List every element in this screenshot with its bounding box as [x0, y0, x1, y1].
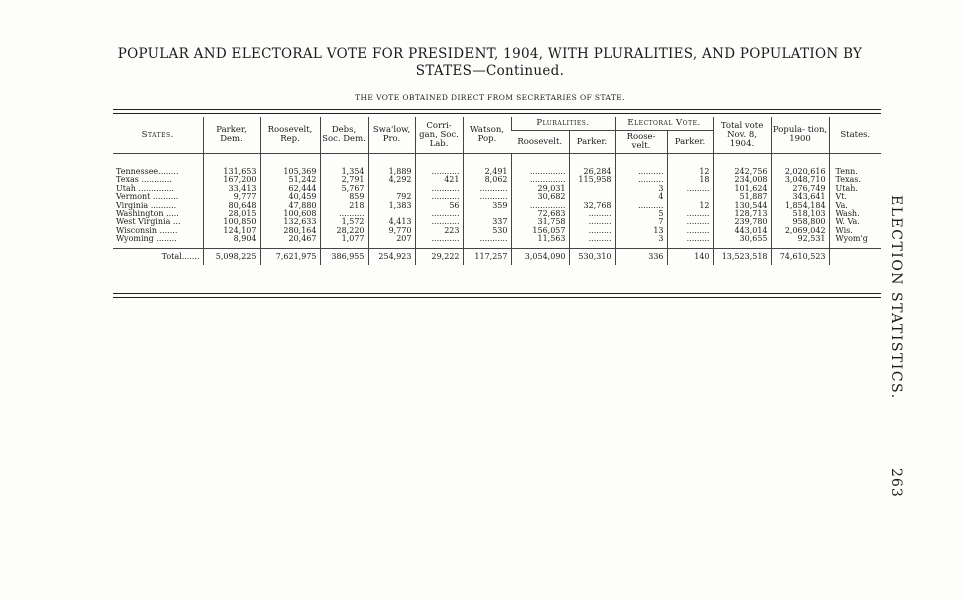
population-1900: 2,020,616 3,048,710 276,749 343,641 1,854,184 518,103 958,800 2,069,042 92,531 [771, 154, 829, 249]
total-parker: 5,098,225 [203, 248, 260, 265]
roosevelt-votes: 105,369 51,242 62,444 40,459 47,880 100,608 132,633 280,164 20,467 [260, 154, 320, 249]
top-double-rule [113, 109, 881, 114]
corrigan-votes: ........... 421 ........... ........... 56 ........... ........... 223 ........... [415, 154, 463, 249]
header-electoral-parker: Parker. [667, 131, 713, 154]
total-electoral-roosevelt: 336 [615, 248, 667, 265]
header-plurality-roosevelt: Roosevelt. [511, 131, 569, 154]
state-names: Tennessee........ Texas ............ Utah .............. Vermont .......... Virginia .......... Washington ..... West Virginia ... Wisconsin ....... Wyoming ........ [116, 167, 181, 244]
total-watson: 117,257 [463, 248, 511, 265]
header-electoral-roosevelt: Roose- velt. [615, 131, 667, 154]
electoral-parker: 12 18 ......... 12 ......... ......... ......... ......... [667, 154, 713, 249]
header-pluralities: Pluralities. [511, 117, 615, 131]
page-number: 263 [888, 468, 904, 498]
debs-votes: 1,354 2,791 5,767 859 218 .......... 1,572 28,220 1,077 [320, 154, 368, 249]
header-total-vote: Total vote Nov. 8, 1904. [713, 117, 771, 154]
parker-votes: 131,653 167,200 33,413 9,777 80,648 28,015 100,850 124,107 8,904 [203, 154, 260, 249]
total-swallow: 254,923 [368, 248, 415, 265]
vote-table [113, 117, 881, 265]
bottom-double-rule [113, 293, 881, 298]
header-swallow: Swa'low, Pro. [368, 117, 415, 154]
plurality-parker: 26,284 115,958 32,768 ......... ......... ......... ......... [569, 154, 615, 249]
total-roosevelt: 7,621,975 [260, 248, 320, 265]
header-debs: Debs, Soc. Dem. [320, 117, 368, 154]
header-watson: Watson, Pop. [463, 117, 511, 154]
header-corrigan: Corri- gan, Soc. Lab. [415, 117, 463, 154]
total-plurality-parker: 530,310 [569, 248, 615, 265]
total-abbr [829, 248, 881, 265]
watson-votes: 2,491 8,062 ........... ........... 359 337 530 ........... [463, 154, 511, 249]
page-title: POPULAR AND ELECTORAL VOTE FOR PRESIDENT, 1904, WITH PLURALITIES, AND POPULATION BY STATES—Continued. [117, 46, 863, 79]
header-states-abbr: States. [829, 117, 881, 154]
header-plurality-parker: Parker. [569, 131, 615, 154]
header-states: States. [113, 117, 203, 154]
total-electoral-parker: 140 [667, 248, 713, 265]
total-label: Total....... [113, 248, 203, 265]
total-vote: 242,756 234,008 101,624 51,887 130,544 128,713 239,780 443,014 30,655 [713, 154, 771, 249]
electoral-roosevelt: .......... .......... 3 4 .......... 5 7 13 3 [615, 154, 667, 249]
total-plurality-roosevelt: 3,054,090 [511, 248, 569, 265]
total-debs: 386,955 [320, 248, 368, 265]
swallow-votes: 1,889 4,292 792 1,383 4,413 9,770 207 [368, 154, 415, 249]
total-corrigan: 29,222 [415, 248, 463, 265]
running-head: ELECTION STATISTICS. [888, 195, 904, 400]
header-electoral-vote: Electoral Vote. [615, 117, 713, 131]
totals-row [113, 248, 881, 265]
header-roosevelt: Roosevelt, Rep. [260, 117, 320, 154]
header-population: Popula- tion, 1900 [771, 117, 829, 154]
total-population: 74,610,523 [771, 248, 829, 265]
header-parker: Parker, Dem. [203, 117, 260, 154]
plurality-roosevelt: .............. .............. 29,031 30,682 .............. 72,683 31,758 156,057 11,563 [511, 154, 569, 249]
total-total-vote: 13,523,518 [713, 248, 771, 265]
table-subtitle: THE VOTE OBTAINED DIRECT FROM SECRETARIES OF STATE. [355, 93, 625, 102]
state-abbreviations: Tenn. Texas. Utah. Vt. Va. Wash. W. Va. Wis. Wyom'g [829, 154, 881, 249]
